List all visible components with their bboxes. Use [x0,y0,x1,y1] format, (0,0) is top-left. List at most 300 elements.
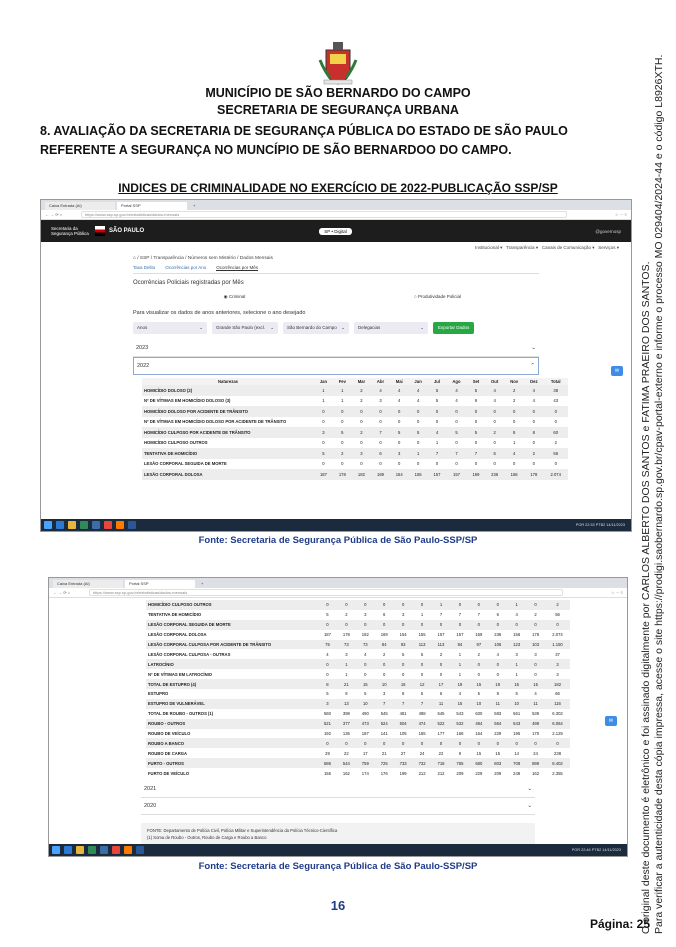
new-tab-button[interactable]: + [201,581,204,586]
address-bar [49,588,627,598]
row-label: TENTATIVA DE HOMICÍDIO [148,612,202,618]
row-value: 1 [515,671,518,677]
chrome-icon[interactable] [112,846,120,854]
row-value: 2 [534,612,537,618]
row-value: 157 [446,469,466,480]
row-value: 2 [352,385,371,396]
row-value: 0 [379,440,382,446]
row-value: 73 [356,640,375,650]
table-row [146,630,570,640]
row-value: 0 [356,620,375,630]
row-value: 5 [420,691,424,697]
row-value: 19 [450,679,469,689]
year-row-2020[interactable]: 2020 ⌄ [141,798,535,815]
row-value: 14 [514,750,520,756]
row-value: 3 [401,612,405,618]
row-value: 66 [555,691,560,697]
row-value: 3 [314,427,333,438]
row-label: LESÃO CORPORAL SEGUIDA DE MORTE [146,620,318,630]
row-value: 0 [352,406,371,417]
row-value: 105 [399,731,407,737]
row-value: 3 [345,651,348,657]
row-value: 10 [356,699,375,709]
row-value: 15 [507,679,526,689]
row-label: Nº DE VÍTIMAS EM HOMICÍDIO DOLOSO POR ACIDENTE DE TRÂNSITO [144,419,287,425]
social-handle[interactable]: @governosp [595,228,621,234]
row-value: 0 [554,419,557,425]
row-value: 0 [488,738,507,748]
row-value: 0 [364,671,367,677]
row-value: 532 [450,719,469,729]
table-row [142,396,568,407]
row-value: 1 [458,671,462,677]
row-value: 0 [322,419,325,425]
row-value: 0 [439,671,443,677]
row-value: 4 [534,691,537,697]
table-row [146,600,570,610]
chevron-down-icon: ⌄ [527,786,532,793]
secretariat-title: SECRETARIA DE SEGURANÇA URBANA [217,103,459,117]
table-header-cell: Abr [371,378,390,385]
row-value: 0 [534,671,537,677]
chevron-down-icon: ⌄ [420,325,424,330]
row-value: 73 [337,640,356,650]
row-value: 6 [439,691,443,697]
row-value: 0 [337,600,356,610]
tab-ocorrencias-mes[interactable]: Ocorrências por Mês [216,265,259,270]
outlook-icon[interactable] [100,846,108,854]
chrome-icon[interactable] [104,521,112,529]
row-value: 169 [380,632,388,638]
row-value: 6.302 [552,711,563,717]
row-label: LESÃO CORPORAL CULPOSA POR ACIDENTE DE TRÂNSITO [146,640,318,650]
table-header-cell: Dez [524,378,543,385]
row-value: 3 [534,651,537,657]
word-icon[interactable] [136,846,144,854]
table-header-cell: Out [485,378,504,385]
row-value: 0 [432,659,451,669]
row-label: LATROCÍNIO [146,659,318,669]
table-row [146,719,570,729]
row-value: 0 [408,406,427,417]
url-field[interactable]: https://www.ssp.sp.gov.br/estatisticas/dados-mensais [89,589,563,596]
row-value: 0 [455,440,458,446]
row-value: 0 [375,738,394,748]
edge-icon[interactable] [64,846,72,854]
table-row [146,669,570,679]
row-label: LESÃO CORPORAL CULPOSA - OUTRAS [148,651,231,657]
row-value: 899 [526,758,545,768]
row-value: 0 [333,406,352,417]
row-value: 1 [341,398,344,404]
row-label: TOTAL DE ROUBO - OUTROS (1) [148,711,214,717]
row-value: 0 [413,738,432,748]
chat-icon[interactable]: ✉ [611,366,623,376]
row-value: 4 [524,385,543,396]
row-value: 0 [401,671,405,677]
row-value: 169 [371,469,390,480]
menu-item[interactable]: Serviços ▾ [598,245,619,250]
row-value: 43 [553,398,559,404]
signature-note-line2: Para verificar a autenticidade desta cópia impressa, acesse o site https://prodigi.saobernardo.sp.gov.br/cpav-portal-externo e informe o processo MO 029404/2024-44 e o código L8926XTH. [653,54,665,934]
row-value: 37 [555,651,560,657]
chevron-down-icon: ⌄ [527,803,532,810]
row-value: 0 [394,659,413,669]
row-value: 0 [524,406,543,417]
row-value: 8 [401,691,405,697]
select-delegacias[interactable]: Delegacias ⌄ [354,322,428,334]
table-row [146,620,570,630]
excel-icon[interactable] [88,846,96,854]
row-value: 11 [488,699,507,709]
row-value: 15 [476,750,482,756]
row-value: 12 [413,679,432,689]
ssp-logo[interactable] [51,226,144,236]
row-value: 4 [398,398,401,404]
taskbar-clock: POR 22:46 PTB2 14/11/2023 [571,848,621,852]
home-icon[interactable]: ⌂ [133,256,136,261]
row-value: 187 [314,469,333,480]
row-value: 1 [333,385,352,396]
row-value: 0 [398,419,401,425]
row-label: FURTO DE VEÍCULO [148,770,190,776]
row-value: 0 [469,738,488,748]
row-value: 0 [488,600,507,610]
row-value: 0 [416,440,420,446]
select-regiao[interactable]: Grande São Paulo (excl. ⌄ [212,322,278,334]
row-value: 2 [352,427,371,438]
crime-table-top [142,378,568,480]
row-value: 803 [488,758,507,768]
row-label: ROUBO DE VEÍCULO [148,731,191,737]
toolbar-icons[interactable]: ☆ ⋯ ≡ [610,590,623,595]
row-value: 0 [360,419,363,425]
select-municipio[interactable]: São Bernardo do Campo ⌄ [283,322,349,334]
table-row [142,427,568,438]
firefox-icon[interactable] [116,521,124,529]
row-value: 0 [493,440,496,446]
row-value: 4 [532,398,535,404]
row-value: 170 [532,731,540,737]
sp-digital-badge[interactable]: SP • Digital [319,228,352,235]
word-icon[interactable] [128,521,136,529]
row-value: 6 [383,612,386,618]
table-row [146,768,570,778]
row-value: 2.355 [552,770,563,776]
start-icon[interactable] [44,521,52,529]
new-tab-button[interactable]: + [193,203,196,208]
row-value: 165 [418,731,426,737]
row-label: FURTO - OUTROS [146,758,318,768]
radio-produtividade[interactable]: ○ Produtividade Policial [414,294,461,299]
row-value: 543 [456,711,464,717]
row-value: 154 [399,632,407,638]
row-value: 5 [435,398,439,404]
row-value: 2 [512,398,516,404]
row-value: 19 [488,679,507,689]
export-button[interactable]: Exportar Dados [433,322,474,334]
row-value: 708 [507,758,526,768]
row-value: 157 [456,632,464,638]
row-value: 5 [420,651,424,657]
row-value: 1 [337,659,356,669]
row-value: 2 [345,612,348,618]
row-value: 162 [342,770,350,776]
row-value: 0 [526,659,545,669]
row-value: 1 [458,651,462,657]
year-row-2022[interactable]: 2022 ⌃ [133,357,539,375]
browser-tab[interactable]: Caixa Entrada (Al) [45,202,115,210]
row-value: 733 [394,758,413,768]
table-row [142,406,568,417]
row-value: 209 [456,770,464,776]
table-row [142,448,568,459]
row-value: 3 [364,612,367,618]
table-row [146,748,570,758]
row-value: 0 [545,738,570,748]
row-value: 0 [337,620,356,630]
outlook-icon[interactable] [92,521,100,529]
source-box [141,823,535,845]
breadcrumb-text: SSP / Transparência / Números sem Mistério / Dados Mensais [139,256,273,261]
row-value: 1 [432,600,451,610]
row-value: 182 [352,469,371,480]
row-value: 8 [345,691,348,697]
row-value: 0 [493,419,496,425]
row-label: HOMICÍDIO DOLOSO POR ACIDENTE DE TRÂNSITO [142,406,314,417]
table-row [142,459,568,470]
nav-arrows-icon[interactable]: ← → ⟳ ⌂ [53,590,71,595]
source-caption-1: Fonte: Secretaria de Segurança Pública de São Paulo-SSP/SP [198,535,478,546]
row-value: 1 [420,612,424,618]
chevron-up-icon: ⌃ [530,363,535,369]
row-value: 56 [543,448,568,459]
row-value: 169 [467,469,486,480]
row-value: 0 [420,671,424,677]
row-value: 4 [428,427,447,438]
row-value: 0 [390,406,409,417]
browser-tab-active[interactable]: Portal SSP [125,580,195,588]
row-value: 236 [485,469,504,480]
row-value: 564 [488,719,507,729]
row-value: 4 [364,651,367,657]
row-value: 5 [401,651,405,657]
browser-tab[interactable]: Caixa Entrada (Al) [53,580,123,588]
year-row-2023[interactable]: 2023 ⌄ [133,340,539,357]
row-label: LESÃO CORPORAL DOLOSA [148,632,207,638]
row-value: 3 [352,448,371,459]
row-value: 732 [413,758,432,768]
row-value: 3 [515,651,518,657]
row-value: 2.129 [552,731,563,737]
occurrences-heading: Ocorrências Policiais registradas por Mês [133,280,244,286]
table-row [142,438,568,449]
filter-row [133,322,539,334]
row-value: 4 [485,385,504,396]
row-value: 229 [475,770,483,776]
firefox-icon[interactable] [124,846,132,854]
row-value: 0 [371,406,390,417]
row-value: 21 [381,750,387,756]
table-header-cell: Ago [446,378,466,385]
table-row [142,417,568,428]
table-header-cell: Jul [428,378,447,385]
row-value: 0 [413,600,432,610]
table-header-cell: Jun [408,378,427,385]
row-value: 3 [390,448,409,459]
row-value: 154 [390,469,409,480]
row-value: 481 [399,711,407,717]
row-value: 0 [532,419,535,425]
row-value: 5 [446,427,466,438]
row-value: 7 [477,612,480,618]
row-value: 162 [532,770,540,776]
row-value: 4 [408,385,427,396]
row-value: 0 [379,461,382,467]
menu-item[interactable]: Canais de Comunicação ▾ [541,245,595,250]
row-value: 15 [495,750,501,756]
menu-item[interactable]: Institucional ▾ [475,245,503,250]
tab-ocorrencias-ano[interactable]: Ocorrências por Ano [165,265,207,270]
row-value: 229 [494,731,502,737]
row-value: 106 [488,640,507,650]
row-value: 5 [477,691,480,697]
screenshot-top [40,199,632,532]
edge-icon[interactable] [56,521,64,529]
row-value: 4 [455,398,458,404]
table-row [146,659,570,669]
row-value: 2.074 [552,632,563,638]
row-value: 2 [545,600,570,610]
table-row [146,738,570,748]
year-row-2021[interactable]: 2021 ⌄ [141,781,535,798]
table-row [142,469,568,480]
table-header-cell: Jan [314,378,333,385]
row-value: 5 [467,427,486,438]
row-value: 0 [375,659,394,669]
nav-arrows-icon[interactable]: ← → ⟳ ⌂ [45,212,63,217]
row-value: 7 [428,448,447,459]
row-value: 156 [323,770,331,776]
row-value: 0 [413,620,432,630]
row-value: 6 [371,448,390,459]
browser-tabbar [49,578,627,588]
row-value: 1 [512,440,516,446]
url-field[interactable]: https://www.ssp.sp.gov.br/estatisticas/dados-mensais [81,211,567,218]
menu-item[interactable]: Transparência ▾ [506,245,539,250]
row-value: 0 [455,461,458,467]
row-value: 0 [512,461,516,467]
tab-taxa-delito[interactable]: Taxa Delito [133,265,156,270]
row-value: 0 [314,406,333,417]
row-value: 7 [375,699,394,709]
row-value: 0 [526,738,545,748]
row-value: 560 [323,711,331,717]
folder-icon[interactable] [76,846,84,854]
row-value: 4 [326,651,329,657]
row-value: 5 [326,691,329,697]
row-value: 155 [418,632,426,638]
row-value: 718 [432,758,451,768]
row-value: 156 [504,469,524,480]
toolbar-icons[interactable]: ☆ ⋯ ≡ [614,212,627,217]
row-value: 15 [450,699,469,709]
row-value: 0 [375,620,394,630]
row-value: 1.150 [545,640,570,650]
chevron-down-icon: ⌄ [341,325,345,330]
row-value: 0 [394,620,413,630]
row-value: 155 [408,469,427,480]
row-value: 187 [323,632,331,638]
table-header-cell: Mai [390,378,409,385]
instruction-text: Para visualizar os dados de anos anteriores, selecione o ano desejado [133,310,306,316]
table-header-cell: Fev [333,378,352,385]
row-value: 2 [360,398,363,404]
start-icon[interactable] [52,846,60,854]
select-anos[interactable]: Anos ⌄ [133,322,207,334]
row-value: 178 [342,632,350,638]
row-value: 3 [556,671,559,677]
row-value: 561 [513,711,521,717]
row-value: 0 [507,620,526,630]
row-value: 56 [555,612,560,618]
row-value: 27 [400,750,406,756]
row-value: 0 [379,419,382,425]
row-value: 38 [543,385,568,396]
taskbar-clock: POR 22:33 PTB2 14/11/2023 [575,523,625,527]
taskbar [49,844,627,856]
row-value: 9 [458,750,462,756]
municipality-title: MUNICÍPIO DE SÃO BERNARDO DO CAMPO [205,86,471,100]
criminality-subtitle: INDICES DE CRIMINALIDADE NO EXERCÍCIO DE 2022-PUBLICAÇÃO SSP/SP [118,181,558,195]
row-value: 2 [485,427,504,438]
row-value: 116 [545,699,570,709]
row-value: 0 [493,461,496,467]
source-caption-2: Fonte: Secretaria de Segurança Pública de São Paulo-SSP/SP [198,861,478,872]
row-value: 5 [333,427,352,438]
folder-icon[interactable] [68,521,76,529]
row-label: Nº DE VÍTIMAS EM HOMICÍDIO DOLOSO (3) [144,398,231,404]
row-value: 0 [488,659,507,669]
row-value: 123 [507,640,526,650]
row-value: 3 [379,398,382,404]
excel-icon[interactable] [80,521,88,529]
row-value: 2 [477,651,480,657]
row-value: 212 [437,770,445,776]
row-value: 1 [314,385,333,396]
chat-icon[interactable]: ✉ [605,716,617,726]
row-value: 176 [380,770,388,776]
row-value: 7 [467,448,486,459]
row-value: 0 [469,600,488,610]
row-value: 22 [344,750,349,756]
page-number: 16 [330,898,346,913]
row-value: 2 [439,651,443,657]
row-value: 0 [477,671,480,677]
table-header-cell: Set [467,378,486,385]
row-value: 0 [432,738,451,748]
row-value: 1 [507,659,526,669]
radio-criminal[interactable]: ◉ Criminal [223,294,246,299]
row-value: 0 [318,738,337,748]
row-value: 0 [428,406,447,417]
row-value: 0 [318,659,337,669]
row-value: 15 [469,679,488,689]
row-value: 1 [450,659,469,669]
row-value: 75 [318,640,337,650]
browser-tab-active[interactable]: Portal SSP [117,202,187,210]
row-value: 0 [394,738,413,748]
